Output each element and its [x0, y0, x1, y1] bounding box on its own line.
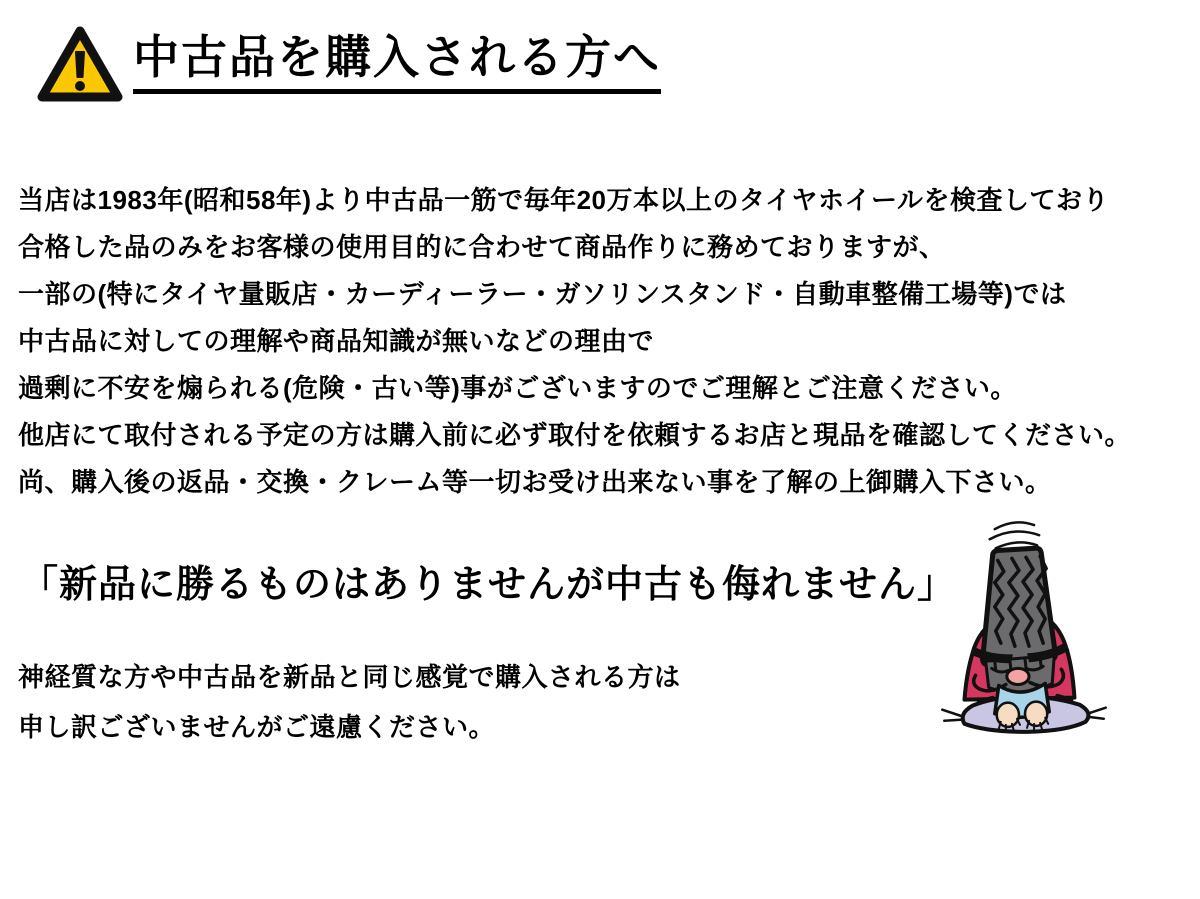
closing-line-1: 神経質な方や中古品を新品と同じ感覚で購入される方は — [18, 662, 681, 692]
closing-paragraph — [18, 652, 681, 752]
warning-triangle-icon — [36, 25, 124, 105]
quote-heading: 「新品に勝るものはありませんが中古も侮れません」 — [20, 564, 957, 606]
notice-line-7: 尚、購入後の返品・交換・クレーム等一切お受け出来ない事を了解の上御購入下さい。 — [18, 467, 1052, 497]
notice-line-3: 一部の(特にタイヤ量販店・カーディーラー・ガソリンスタンド・自動車整備工場等)では — [18, 279, 1067, 309]
notice-line-1: 当店は1983年(昭和58年)より中古品一筋で毎年20万本以上のタイヤホイールを検査しており — [18, 185, 1109, 215]
notice-line-5: 過剰に不安を煽られる(危険・古い等)事がございますのでご理解とご注意ください。 — [18, 373, 1017, 403]
notice-line-6: 他店にて取付される予定の方は購入前に必ず取付を依頼するお店と現品を確認してください。 — [18, 420, 1132, 450]
page-title: 中古品を購入される方へ — [133, 30, 661, 94]
closing-line-2: 申し訳ございませんがご遠慮ください。 — [18, 712, 496, 742]
notice-line-2: 合格した品のみをお客様の使用目的に合わせて商品作りに務めておりますが、 — [18, 232, 946, 262]
notice-paragraph — [18, 177, 1132, 506]
motion-lines-icon — [990, 522, 1039, 548]
bowing-tire-man-icon — [928, 512, 1120, 744]
notice-line-4: 中古品に対しての理解や商品知識が無いなどの理由で — [18, 326, 655, 356]
